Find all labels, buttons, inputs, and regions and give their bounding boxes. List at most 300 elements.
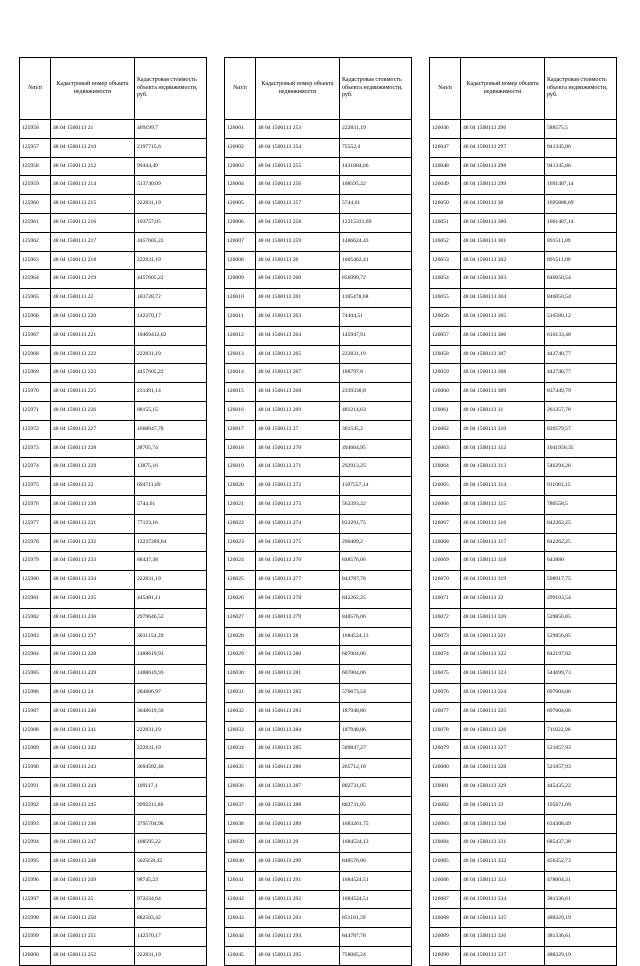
table-row (225, 627, 412, 646)
row-number-cell: 126028 (225, 627, 256, 646)
row-number-cell: 126026 (225, 589, 256, 608)
cadastral-number-cell: 48 04 1500113 227 (51, 420, 135, 439)
table-row (20, 270, 207, 289)
table-row (430, 589, 617, 608)
cadastral-number-cell: 48 04 1500113 270 (256, 439, 340, 458)
cadastral-number-cell: 48 04 1500113 252 (51, 947, 135, 966)
cadastral-value-cell: 842262,25 (340, 589, 412, 608)
cadastral-value-cell: 478004,31 (545, 871, 617, 890)
cadastral-value-cell: 187948,86 (340, 702, 412, 721)
table-row (225, 213, 412, 232)
table-row (225, 777, 412, 796)
table-row (430, 853, 617, 872)
cadastral-value-cell: 1431804,66 (340, 157, 412, 176)
table-row (20, 232, 207, 251)
cadastral-value-cell: 1684524,51 (340, 890, 412, 909)
cadastral-value-cell: 891511,09 (545, 251, 617, 270)
cadastral-value-cell: 1683261,75 (340, 815, 412, 834)
table-row (20, 796, 207, 815)
cadastral-number-cell: 48 04 1500113 31 (461, 401, 545, 420)
cadastral-value-cell: 1605462,41 (340, 251, 412, 270)
cadastral-value-cell: 5744,61 (340, 195, 412, 214)
row-number-cell: 125969 (20, 364, 51, 383)
table-row (225, 270, 412, 289)
cadastral-value-cell: 4457605,22 (135, 232, 207, 251)
table-row (430, 533, 617, 552)
cadastral-value-cell: 13875,16 (135, 458, 207, 477)
table-row (430, 477, 617, 496)
cadastral-value-cell: 108797,8 (340, 364, 412, 383)
row-number-cell: 125973 (20, 439, 51, 458)
cadastral-value-cell: 3694582,46 (135, 759, 207, 778)
cadastral-number-cell: 48 04 1500113 238 (51, 646, 135, 665)
cadastral-number-cell: 48 04 1500113 302 (461, 251, 545, 270)
table-row (20, 947, 207, 966)
cadastral-number-cell: 48 04 1500113 264 (256, 326, 340, 345)
cadastral-number-cell: 48 04 1500113 220 (51, 307, 135, 326)
table-row (430, 871, 617, 890)
row-number-cell: 125970 (20, 383, 51, 402)
table-row (430, 796, 617, 815)
cadastral-number-cell: 48 04 1500113 218 (51, 251, 135, 270)
table-row (430, 702, 617, 721)
table-row (430, 420, 617, 439)
cadastral-value-cell: 516580,12 (545, 307, 617, 326)
row-number-cell: 126017 (225, 420, 256, 439)
table-row (225, 401, 412, 420)
row-number-cell: 126035 (225, 759, 256, 778)
cadastral-number-cell: 48 04 1500113 259 (256, 232, 340, 251)
cadastral-value-cell: 145947,91 (340, 326, 412, 345)
row-number-cell: 126072 (430, 608, 461, 627)
cadastral-value-cell: 109117,1 (135, 777, 207, 796)
table-row (225, 495, 412, 514)
table-row (20, 195, 207, 214)
cadastral-value-cell: 844787,78 (340, 571, 412, 590)
row-number-cell: 125988 (20, 721, 51, 740)
cadastral-number-cell: 48 04 1500113 214 (51, 176, 135, 195)
cadastral-value-cell: 222831,19 (135, 947, 207, 966)
cadastral-value-cell: 848576,06 (340, 853, 412, 872)
cadastral-number-cell: 48 04 1500113 307 (461, 345, 545, 364)
cadastral-value-cell: 891511,09 (545, 232, 617, 251)
row-number-cell: 125967 (20, 326, 51, 345)
row-number-cell: 126068 (430, 533, 461, 552)
cadastral-number-cell: 48 04 1500113 337 (461, 947, 545, 966)
cadastral-number-cell: 48 04 1500113 24 (51, 683, 135, 702)
cadastral-number-cell: 48 04 1500113 331 (461, 834, 545, 853)
row-number-cell: 126052 (430, 232, 461, 251)
cadastral-value-cell: 820579,57 (545, 420, 617, 439)
cadastral-number-cell: 48 04 1500113 301 (461, 232, 545, 251)
table-row (430, 401, 617, 420)
cadastral-number-cell: 48 04 1500113 250 (51, 909, 135, 928)
table-row (430, 890, 617, 909)
cadastral-value-cell: 12215331,69 (340, 213, 412, 232)
row-number-cell: 126083 (430, 815, 461, 834)
cadastral-value-cell: 882503,42 (135, 909, 207, 928)
row-number-cell: 126070 (430, 571, 461, 590)
table-row (430, 458, 617, 477)
table-row (225, 289, 412, 308)
cadastral-value-cell: 529856,85 (545, 608, 617, 627)
table-row (20, 721, 207, 740)
row-number-cell: 126021 (225, 495, 256, 514)
row-number-cell: 125995 (20, 853, 51, 872)
table-row (225, 420, 412, 439)
table-column-2 (224, 57, 412, 966)
table-row (430, 947, 617, 966)
table-row (225, 646, 412, 665)
row-number-cell: 126066 (430, 495, 461, 514)
cadastral-value-cell: 607004,06 (340, 665, 412, 684)
row-number-cell: 126076 (430, 683, 461, 702)
cadastral-number-cell: 48 04 1500113 304 (461, 289, 545, 308)
cadastral-number-cell: 48 04 1500113 310 (461, 420, 545, 439)
cadastral-value-cell: 697004,06 (545, 683, 617, 702)
cadastral-value-cell: 589847,27 (340, 740, 412, 759)
table-row (225, 947, 412, 966)
row-number-cell: 126010 (225, 289, 256, 308)
table-row (430, 759, 617, 778)
cadastral-number-cell: 48 04 1500113 336 (461, 928, 545, 947)
table-row (430, 439, 617, 458)
cadastral-value-cell: 1488619,93 (135, 646, 207, 665)
row-number-cell: 125972 (20, 420, 51, 439)
cadastral-value-cell: 265712,18 (340, 759, 412, 778)
cadastral-value-cell: 3048619,56 (135, 702, 207, 721)
table-row (430, 683, 617, 702)
cadastral-value-cell: 284806,97 (135, 683, 207, 702)
cadastral-value-cell: 183728,72 (135, 289, 207, 308)
table-row (20, 213, 207, 232)
table-row (225, 683, 412, 702)
table-row (20, 608, 207, 627)
row-number-cell: 126051 (430, 213, 461, 232)
cadastral-number-cell: 48 04 1500113 285 (256, 740, 340, 759)
table-row (20, 251, 207, 270)
row-number-cell: 125992 (20, 796, 51, 815)
cadastral-number-cell: 48 04 1500113 257 (256, 195, 340, 214)
header-num: №п/п (20, 58, 51, 120)
table-row (225, 307, 412, 326)
table-row (225, 533, 412, 552)
cadastral-value-cell: 142370,17 (135, 307, 207, 326)
row-number-cell: 126014 (225, 364, 256, 383)
table-row (20, 646, 207, 665)
cadastral-number-cell: 48 04 1500113 242 (51, 740, 135, 759)
table-row (430, 834, 617, 853)
row-number-cell: 126037 (225, 796, 256, 815)
table-row (20, 345, 207, 364)
table-row (225, 665, 412, 684)
row-number-cell: 126085 (430, 853, 461, 872)
cadastral-number-cell: 48 04 1500113 300 (461, 213, 545, 232)
row-number-cell: 126061 (430, 401, 461, 420)
row-number-cell: 125997 (20, 890, 51, 909)
cadastral-number-cell: 48 04 1500113 309 (461, 383, 545, 402)
cadastral-value-cell: 544699,73 (545, 665, 617, 684)
cadastral-value-cell: 456352,73 (545, 853, 617, 872)
cadastral-value-cell: 2339338,8 (340, 383, 412, 402)
cadastral-value-cell: 634308,49 (545, 815, 617, 834)
table-row (225, 608, 412, 627)
cadastral-value-cell: 832291,75 (340, 514, 412, 533)
cadastral-number-cell: 48 04 1500113 210 (51, 138, 135, 157)
cadastral-number-cell: 48 04 1500113 261 (256, 289, 340, 308)
table-row (225, 740, 412, 759)
cadastral-number-cell: 48 04 1500113 271 (256, 458, 340, 477)
row-number-cell: 125983 (20, 627, 51, 646)
table-row (430, 928, 617, 947)
cadastral-value-cell: 1488619,93 (135, 665, 207, 684)
table-row (20, 495, 207, 514)
cadastral-value-cell: 231491,14 (135, 383, 207, 402)
table-row (225, 477, 412, 496)
table-row (225, 589, 412, 608)
cadastral-value-cell: 445435,22 (545, 777, 617, 796)
row-number-cell: 125965 (20, 289, 51, 308)
table-row (225, 345, 412, 364)
cadastral-value-cell: 856999,72 (340, 270, 412, 289)
table-row (20, 307, 207, 326)
cadastral-number-cell: 48 04 1500113 263 (256, 307, 340, 326)
cadastral-value-cell: 301545,2 (340, 420, 412, 439)
row-number-cell: 125980 (20, 571, 51, 590)
cadastral-value-cell: 187948,86 (340, 721, 412, 740)
row-number-cell: 126012 (225, 326, 256, 345)
table-row (20, 759, 207, 778)
row-number-cell: 125985 (20, 665, 51, 684)
cadastral-number-cell: 48 04 1500113 282 (256, 683, 340, 702)
row-number-cell: 126056 (430, 307, 461, 326)
cadastral-value-cell: 576673,54 (340, 683, 412, 702)
cadastral-value-cell: 12237289,64 (135, 533, 207, 552)
row-number-cell: 126073 (430, 627, 461, 646)
table-row (430, 251, 617, 270)
cadastral-number-cell: 48 04 1500113 275 (256, 533, 340, 552)
cadastral-number-cell: 48 04 1500113 253 (256, 120, 340, 139)
row-number-cell: 126011 (225, 307, 256, 326)
table-row (430, 176, 617, 195)
table-row (20, 627, 207, 646)
row-number-cell: 126046 (430, 120, 461, 139)
cadastral-value-cell: 75552,4 (340, 138, 412, 157)
cadastral-value-cell: 222831,19 (135, 195, 207, 214)
cadastral-value-cell: 74404,51 (340, 307, 412, 326)
row-number-cell: 126080 (430, 759, 461, 778)
cadastral-value-cell: 222831,19 (135, 571, 207, 590)
row-number-cell: 126000 (20, 947, 51, 966)
cadastral-number-cell: 48 04 1500113 235 (51, 589, 135, 608)
row-number-cell: 126079 (430, 740, 461, 759)
cadastral-number-cell: 48 04 1500113 244 (51, 777, 135, 796)
cadastral-number-cell: 48 04 1500113 303 (461, 270, 545, 289)
cadastral-value-cell: 697004,06 (545, 702, 617, 721)
cadastral-value-cell: 99444,49 (135, 157, 207, 176)
row-number-cell: 126018 (225, 439, 256, 458)
cadastral-number-cell: 48 04 1500113 29 (256, 834, 340, 853)
cadastral-number-cell: 48 04 1500113 323 (461, 665, 545, 684)
cadastral-value-cell: 842262,25 (545, 514, 617, 533)
table-row (20, 364, 207, 383)
row-number-cell: 125987 (20, 702, 51, 721)
cadastral-number-cell: 48 04 1500113 297 (461, 138, 545, 157)
cadastral-value-cell: 941345,86 (545, 138, 617, 157)
cadastral-value-cell: 1684524,13 (340, 627, 412, 646)
table-row (225, 871, 412, 890)
row-number-cell: 125966 (20, 307, 51, 326)
cadastral-value-cell: 1185478,68 (340, 289, 412, 308)
cadastral-value-cell: 842262,25 (545, 533, 617, 552)
cadastral-number-cell: 48 04 1500113 248 (51, 853, 135, 872)
cadastral-number-cell: 48 04 1500113 223 (51, 364, 135, 383)
row-number-cell: 126016 (225, 401, 256, 420)
table-row (20, 571, 207, 590)
table-row (20, 777, 207, 796)
cadastral-value-cell: 494604,95 (340, 439, 412, 458)
cadastral-value-cell: 222831,19 (135, 721, 207, 740)
cadastral-value-cell: 195671,09 (545, 796, 617, 815)
cadastral-number-cell: 48 04 1500113 245 (51, 796, 135, 815)
cadastral-number-cell: 48 04 1500113 296 (461, 120, 545, 139)
cadastral-number-cell: 48 04 1500113 289 (256, 815, 340, 834)
row-number-cell: 125961 (20, 213, 51, 232)
cadastral-number-cell: 48 04 1500113 21 (51, 120, 135, 139)
cadastral-number-cell: 48 04 1500113 326 (461, 721, 545, 740)
table-row (225, 326, 412, 345)
row-number-cell: 125993 (20, 815, 51, 834)
table-row (225, 552, 412, 571)
table-row (225, 514, 412, 533)
cadastral-number-cell: 48 04 1500113 288 (256, 796, 340, 815)
row-number-cell: 126029 (225, 646, 256, 665)
cadastral-number-cell: 48 04 1500113 216 (51, 213, 135, 232)
row-number-cell: 126049 (430, 176, 461, 195)
row-number-cell: 126060 (430, 383, 461, 402)
cadastral-number-cell: 48 04 1500113 25 (51, 890, 135, 909)
row-number-cell: 126008 (225, 251, 256, 270)
table-row (430, 514, 617, 533)
row-number-cell: 126058 (430, 345, 461, 364)
cadastral-value-cell: 837449,79 (545, 383, 617, 402)
cadastral-number-cell: 48 04 1500113 308 (461, 364, 545, 383)
table-row (20, 909, 207, 928)
table-row (430, 608, 617, 627)
cadastral-value-cell: 290489,2 (340, 533, 412, 552)
cadastral-value-cell: 802731,05 (340, 796, 412, 815)
row-number-cell: 126059 (430, 364, 461, 383)
cadastral-value-cell: 685437,38 (545, 834, 617, 853)
row-number-cell: 126055 (430, 289, 461, 308)
row-number-cell: 126071 (430, 589, 461, 608)
cadastral-value-cell: 261257,78 (545, 401, 617, 420)
cadastral-value-cell: 848576,06 (340, 608, 412, 627)
cadastral-value-cell: 842197,82 (545, 646, 617, 665)
cadastral-value-cell: 381336,61 (545, 890, 617, 909)
row-number-cell: 126081 (430, 777, 461, 796)
cadastral-value-cell: 222831,19 (135, 345, 207, 364)
table-row (225, 232, 412, 251)
table-row (430, 909, 617, 928)
table-row (20, 928, 207, 947)
cadastral-number-cell: 48 04 1500113 231 (51, 514, 135, 533)
cadastral-value-cell: 469199,7 (135, 120, 207, 139)
table-row (20, 533, 207, 552)
table-row (20, 401, 207, 420)
row-number-cell: 126030 (225, 665, 256, 684)
cadastral-number-cell: 48 04 1500113 265 (256, 345, 340, 364)
cadastral-number-cell: 48 04 1500113 295 (256, 947, 340, 966)
cadastral-number-cell: 48 04 1500113 328 (461, 759, 545, 778)
table-row (20, 702, 207, 721)
row-number-cell: 126074 (430, 646, 461, 665)
cadastral-value-cell: 694711,89 (135, 477, 207, 496)
row-number-cell: 126078 (430, 721, 461, 740)
header-num: №п/п (430, 58, 461, 120)
table-row (225, 251, 412, 270)
cadastral-value-cell: 481214,63 (340, 401, 412, 420)
cadastral-value-cell: 103757,05 (135, 213, 207, 232)
cadastral-value-cell: 1691487,14 (545, 176, 617, 195)
table-row (430, 627, 617, 646)
table-row (20, 439, 207, 458)
cadastral-number-cell: 48 04 1500113 229 (51, 458, 135, 477)
cadastral-value-cell: 480329,19 (545, 909, 617, 928)
cadastral-value-cell: 758085,24 (340, 947, 412, 966)
table-row (20, 853, 207, 872)
cadastral-value-cell: 610133,48 (545, 326, 617, 345)
cadastral-value-cell: 10469412,02 (135, 326, 207, 345)
table-row (20, 834, 207, 853)
table-row (225, 120, 412, 139)
row-number-cell: 126067 (430, 514, 461, 533)
row-number-cell: 126001 (225, 120, 256, 139)
cadastral-number-cell: 48 04 1500113 332 (461, 853, 545, 872)
cadastral-number-cell: 48 04 1500113 277 (256, 571, 340, 590)
cadastral-number-cell: 48 04 1500113 305 (461, 307, 545, 326)
table-row (225, 439, 412, 458)
table-header-row (20, 58, 207, 120)
cadastral-value-cell: 3031154,39 (135, 627, 207, 646)
cadastral-value-cell: 711822,96 (545, 721, 617, 740)
cadastral-number-cell: 48 04 1500113 291 (256, 871, 340, 890)
cadastral-value-cell: 846050,54 (545, 270, 617, 289)
cadastral-number-cell: 48 04 1500113 258 (256, 213, 340, 232)
table-row (430, 232, 617, 251)
cadastral-number-cell: 48 04 1500113 333 (461, 871, 545, 890)
header-cad-value: Кадастровая стоимость объекта недвижимости, руб. (135, 58, 207, 120)
table-row (225, 834, 412, 853)
cadastral-value-cell: 442740,77 (545, 345, 617, 364)
table-row (430, 383, 617, 402)
cadastral-number-cell: 48 04 1500113 322 (461, 646, 545, 665)
row-number-cell: 125960 (20, 195, 51, 214)
cadastral-number-cell: 48 04 1500113 281 (256, 665, 340, 684)
table-row (430, 195, 617, 214)
table-row (430, 138, 617, 157)
row-number-cell: 125974 (20, 458, 51, 477)
row-number-cell: 126006 (225, 213, 256, 232)
cadastral-value-cell: 381336,61 (545, 928, 617, 947)
cadastral-number-cell: 48 04 1500113 273 (256, 495, 340, 514)
cadastral-number-cell: 48 04 1500113 241 (51, 721, 135, 740)
cadastral-value-cell: 851101,59 (340, 909, 412, 928)
row-number-cell: 125982 (20, 608, 51, 627)
row-number-cell: 125989 (20, 740, 51, 759)
header-cad-number: Кадастровый номер объекта недвижимости (256, 58, 340, 120)
cadastral-number-cell: 48 04 1500113 33 (461, 796, 545, 815)
